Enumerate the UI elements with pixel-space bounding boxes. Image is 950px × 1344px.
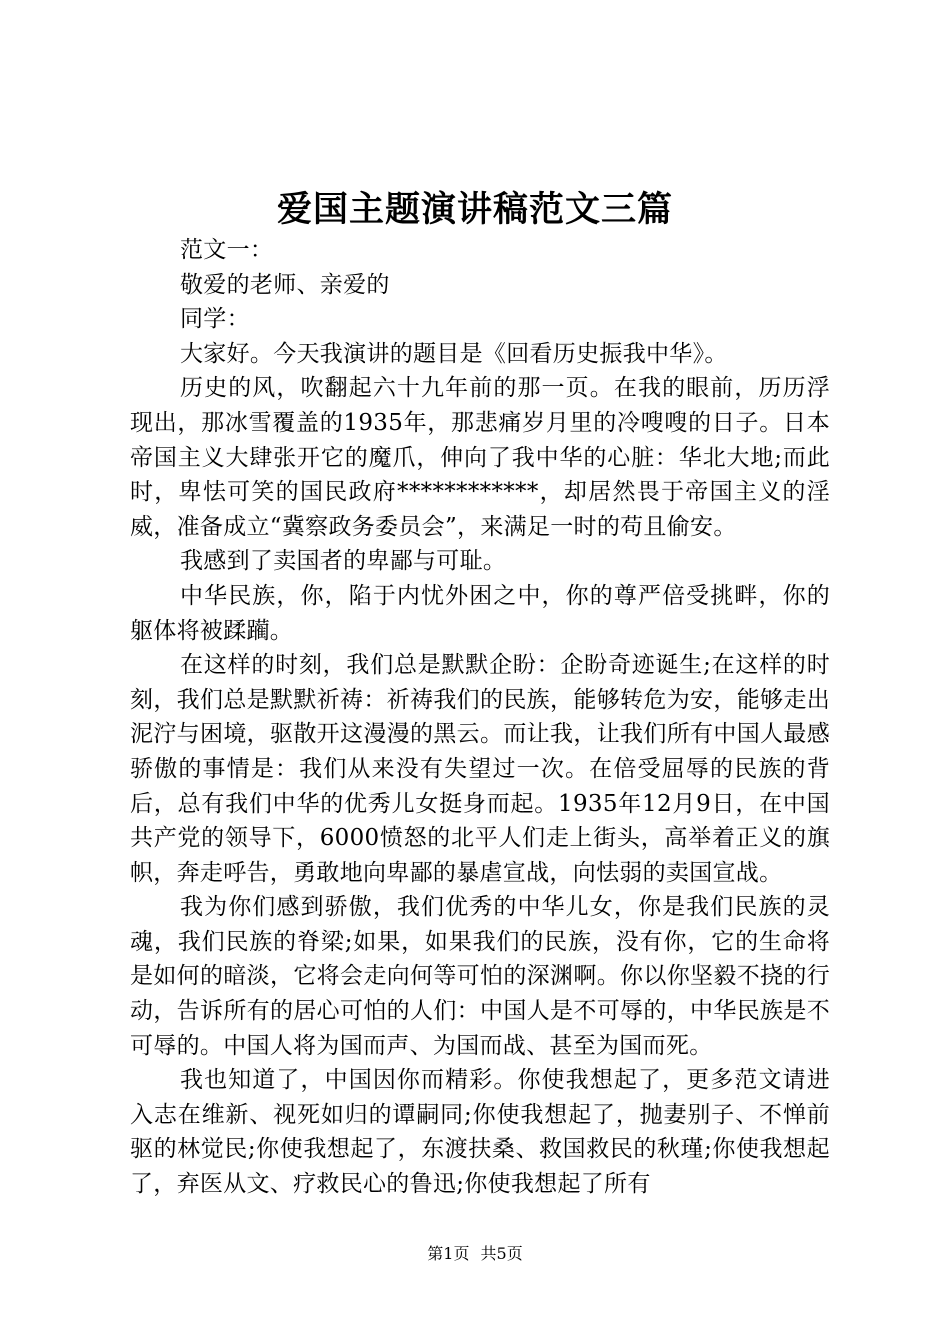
paragraph: 历史的风，吹翻起六十九年前的那一页。在我的眼前，历历浮现出，那冰雪覆盖的1935年，那悲痛岁月里的冷嗖嗖的日子。日本帝国主义大肆张开它的魔爪，伸向了我中华的心脏：华北大地;而此时，卑怯可笑的国民政府************，却居然畏于帝国主义的淫威，准备成立“冀察政务委员会”，来满足一时的苟且偷安。 bbox=[130, 375, 830, 540]
paragraph: 我为你们感到骄傲，我们优秀的中华儿女，你是我们民族的灵魂，我们民族的脊梁;如果，如果我们的民族，没有你，它的生命将是如何的暗淡，它将会走向何等可怕的深渊啊。你以你坚毅不挠的行动，告诉所有的居心可怕的人们：中国人是不可辱的，中华民族是不可辱的。中国人将为国而声、为国而战、甚至为国而死。 bbox=[130, 894, 830, 1059]
page-footer bbox=[0, 1243, 950, 1265]
document-body bbox=[130, 233, 830, 1202]
page-total: 共5页 bbox=[480, 1244, 523, 1263]
paragraph: 在这样的时刻，我们总是默默企盼：企盼奇迹诞生;在这样的时刻，我们总是默默祈祷：祈祷我们的民族，能够转危为安，能够走出泥泞与困境，驱散开这漫漫的黑云。而让我，让我们所有中国人最感骄傲的事情是：我们从来没有失望过一次。在倍受屈辱的民族的背后，总有我们中华的优秀儿女挺身而起。1935年12月9日，在中国共产党的领导下，6000愤怒的北平人们走上街头，高举着正义的旗帜，奔走呼告，勇敢地向卑鄙的暴虐宣战，向怯弱的卖国宣战。 bbox=[130, 652, 830, 886]
paragraph: 我也知道了，中国因你而精彩。你使我想起了，更多范文请进入志在维新、视死如归的谭嗣同;你使我想起了，抛妻别子、不惮前驱的林觉民;你使我想起了，东渡扶桑、救国救民的秋瑾;你使我想起了，弃医从文、疗救民心的鲁迅;你使我想起了所有 bbox=[130, 1067, 830, 1198]
paragraph: 敬爱的老师、亲爱的 bbox=[180, 271, 390, 298]
paragraph: 我感到了卖国者的卑鄙与可耻。 bbox=[180, 548, 507, 575]
paragraph: 同学： bbox=[180, 306, 250, 333]
document-title: 爱国主题演讲稿范文三篇 bbox=[276, 189, 673, 230]
paragraph: 中华民族，你，陷于内忧外困之中，你的尊严倍受挑畔，你的躯体将被蹂躏。 bbox=[130, 582, 830, 644]
paragraph: 大家好。今天我演讲的题目是《回看历史振我中华》。 bbox=[180, 340, 728, 367]
paragraph: 范文一： bbox=[180, 237, 274, 263]
page-number: 第1页 bbox=[427, 1244, 470, 1263]
